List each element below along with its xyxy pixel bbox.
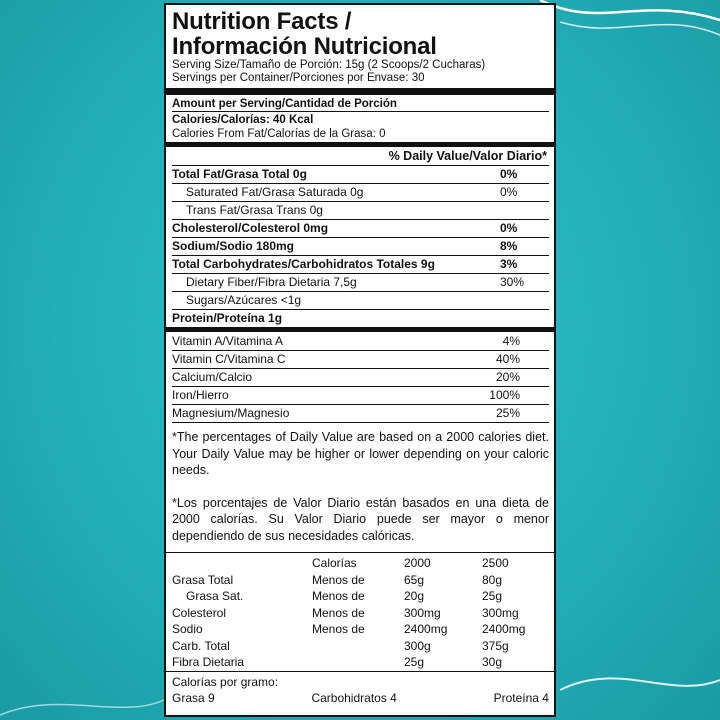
nutrient-row: Total Fat/Grasa Total 0g 0%: [172, 166, 549, 184]
vitamin-row: Iron/Hierro 100%: [172, 387, 549, 405]
title-line-1: Nutrition Facts /: [172, 8, 352, 35]
nutrient-row: Protein/Proteína 1g: [172, 311, 283, 325]
divider-thin: [166, 552, 554, 553]
label-title: [172, 9, 549, 59]
daily-value-header: % Daily Value/Valor Diario*: [172, 147, 549, 166]
daily-value-notes: [172, 423, 549, 552]
vitamin-row: Calcium/Calcio 20%: [172, 369, 549, 387]
table-header-row: Calorías 2000 2500: [312, 556, 509, 570]
table-row: Sodio Menos de 2400mg 2400mg: [172, 622, 526, 636]
table-row: Grasa Sat. Menos de 20g 25g: [186, 589, 503, 603]
vitamin-row: Vitamin A/Vitamina A 4%: [172, 333, 549, 351]
nutrient-row: Sugars/Azúcares <1g: [172, 292, 549, 310]
note-english: *The percentages of Daily Value are based on a 2000 calories diet. Your Daily Value may be higher or lower depending on your caloric needs.: [172, 430, 549, 477]
servings-per-container: Servings per Container/Porciones por Envase: 30: [172, 72, 425, 84]
fat-calories: Grasa 9: [172, 690, 215, 705]
divider-thick: [166, 88, 554, 95]
carb-calories: Carbohidratos 4: [311, 690, 397, 705]
calories: Calories/Calorías: 40 Kcal: [172, 114, 314, 126]
title-line-2: Información Nutricional: [172, 33, 437, 60]
calories-per-gram-title: Calorías por gramo:: [172, 674, 279, 689]
nutrient-row: Saturated Fat/Grasa Saturada 0g 0%: [172, 184, 549, 202]
nutrient-row: Sodium/Sodio 180mg 8%: [172, 238, 549, 256]
table-row: Colesterol Menos de 300mg 300mg: [172, 605, 519, 620]
table-row: Carb. Total 300g 375g: [172, 638, 509, 653]
table-row: Grasa Total Menos de 65g 80g: [172, 572, 503, 587]
table-row: Fibra Dietaria 25g 30g: [172, 655, 503, 669]
note-spanish: *Los porcentajes de Valor Diario están basados en una dieta de 2000 calorías. Su Valor Diario puede ser mayor o menor dependiendo de sus necesidades calóricas.: [172, 495, 549, 543]
vitamin-row: Vitamin C/Vitamina C 40%: [172, 351, 549, 369]
nutrient-row: Dietary Fiber/Fibra Dietaria 7,5g 30%: [172, 274, 549, 292]
serving-size: Serving Size/Tamaño de Porción: 15g (2 Scoops/2 Cucharas): [172, 59, 486, 71]
nutrition-facts-label: [164, 3, 556, 717]
calories-per-gram: [172, 672, 549, 706]
daily-values-reference-table: [172, 555, 549, 671]
amount-per-serving: Amount per Serving/Cantidad de Porción: [172, 95, 549, 112]
calories-from-fat: Calories From Fat/Calorías de la Grasa: 0: [172, 128, 386, 140]
vitamin-row: Magnesium/Magnesio 25%: [172, 405, 549, 423]
nutrient-row: Cholesterol/Colesterol 0mg 0%: [172, 220, 549, 238]
nutrient-row: Total Carbohydrates/Carbohidratos Totales 9g 3%: [172, 256, 549, 274]
protein-calories: Proteína 4: [493, 690, 549, 705]
divider-medium: [166, 327, 554, 332]
nutrient-row: Trans Fat/Grasa Trans 0g: [172, 202, 549, 220]
